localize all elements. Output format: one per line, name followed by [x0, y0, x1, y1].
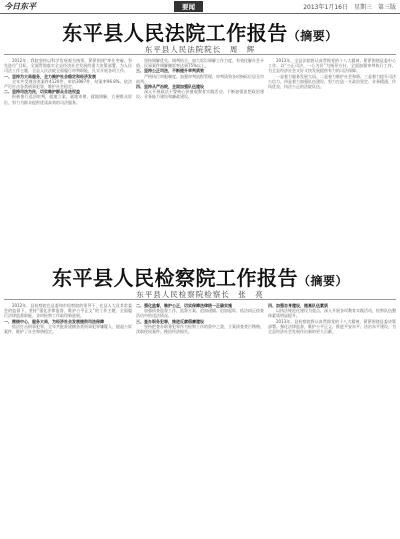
divider: [4, 54, 396, 55]
article2-column-2: [136, 303, 264, 535]
article1-title-tag: （摘要）: [287, 29, 338, 43]
article2-column-3: [268, 303, 396, 535]
paragraph: 以执法规范化建设为重点，深入开展各项教育实践活动，检察队伍整体素质明显提升。: [268, 308, 396, 319]
article1-body: [4, 58, 396, 254]
date-info: [303, 2, 396, 11]
article1-column-1: [4, 58, 132, 254]
article1-headline: [14, 17, 386, 46]
newspaper-masthead: 今日东平: [4, 1, 36, 11]
divider: [4, 299, 396, 300]
paragraph: 坚持调解优先、调判结合，加大诉讼调解工作力度，有效化解社会矛盾，民事案件调解撤诉率达到75%以上。: [136, 58, 264, 69]
subheading: 一、围绕中心，服务大局，为经济社会发展提供司法保障: [4, 318, 104, 324]
subheading: 三、查办职务犯罪，推进反腐倡廉建设: [136, 318, 204, 324]
article2-body: [4, 303, 396, 535]
subheading: 四、加强自身建设，提高队伍素质: [268, 303, 328, 308]
subheading: 一、坚持为大局服务，全力维护社会稳定和经济发展: [4, 73, 96, 79]
paragraph: 2012年，县检察院在县委和市检察院的领导下，在县人大及其常委会的监督下，坚持“强化法律监督，维护公平正义”的工作主题，全面履行法律监督职能，各项检察工作取得新进展。: [4, 303, 132, 319]
page-number: 第三版: [377, 4, 396, 11]
article2-title: 东平县人民检察院工作报告: [51, 266, 298, 290]
subheading: 四、坚持从严治院，全面加强队伍建设: [136, 84, 204, 90]
subheading: 二、强化监督，维护公正，切实保障法律统一正确实施: [136, 303, 232, 308]
paragraph: 2012年，我院坚持以科学发展观为统领，紧紧围绕“率先突破，争先进位”目标，全面贯彻落实全县经济社会发展的重大决策部署，为人民司法工作主题，全县人民法院全面履行审判职能，扎实开展各项工作。: [4, 58, 132, 74]
paragraph: 2013年，县检察院将认真贯彻党的十八大精神，紧紧围绕县委决策部署，强化法律监督，维护公平正义，推进平安东平、法治东平建设，为全县经济社会发展作出新的更大贡献。: [268, 318, 396, 335]
article2-headline: [14, 262, 386, 291]
article2-column-1: [4, 303, 132, 535]
page-header: [0, 0, 400, 14]
paragraph: 一是着力服务发展大局。二是着力维护社会和谐。三是着力提升司法公信力。四是着力加强队伍建设，努力打造一支政治坚定、业务精通、作风优良、执法公正的法院队伍。: [268, 73, 396, 90]
issue-date: 2013年1月16日: [303, 4, 348, 11]
paragraph: 加强侦查监督工作，监督立案、追加逮捕、追加起诉，依法纠正侦查活动中的违法情况。: [136, 308, 264, 319]
article1-column-2: [136, 58, 264, 254]
article2-title-tag: （摘要）: [297, 274, 348, 288]
article1-byline: 东平县人民法院院长 周 辉: [144, 45, 256, 54]
section-tag: 要闻: [174, 1, 203, 12]
paragraph: 积极推行巡回审判，就地立案、就地审理、就地调解，方便群众诉讼，努力为群众提供优质高效的司法服务。: [4, 94, 132, 105]
paragraph: 2013年，全县法院将认真贯彻党的十八大精神，紧紧围绕县委中心工作，以“公正司法、一心为民”为指导方针，全面加强审判执行工作，为全县经济社会又好又快发展提供有力的司法保障。: [268, 58, 396, 74]
paragraph: 严格执行审限制度，加强审判流程管理，审判质效各项指标位居全市前列。: [136, 73, 264, 84]
paragraph: 深入开展政法干警核心价值观教育实践活动，不断加强思想政治建设、业务能力建设和廉政建设。: [136, 89, 264, 100]
article1-title: 东平县人民法院工作报告: [62, 21, 288, 45]
paragraph: 全年共受理各类案件4120件，审结3987件，结案率96.8%。依法严厉打击各类刑事犯罪，维护社会稳定。: [4, 78, 132, 90]
paragraph: 坚持把查办职务犯罪作为检察工作的重中之重，立案侦查贪污贿赂、渎职侵权案件，挽回经济损失。: [136, 323, 264, 335]
subheading: 二、坚持司法为民，切实维护群众合法权益: [4, 89, 80, 95]
issue-weekday: 星期三: [353, 4, 372, 11]
paragraph: 依法打击刑事犯罪，全年共批准逮捕各类刑事犯罪嫌疑人，提起公诉案件，维护了社会和谐稳定。: [4, 323, 132, 335]
article1-column-3: [268, 58, 396, 254]
article2-byline: 东平县人民检察院检察长 张 亮: [136, 290, 264, 299]
subheading: 三、坚持公正司法，不断提升审判质效: [136, 68, 204, 74]
